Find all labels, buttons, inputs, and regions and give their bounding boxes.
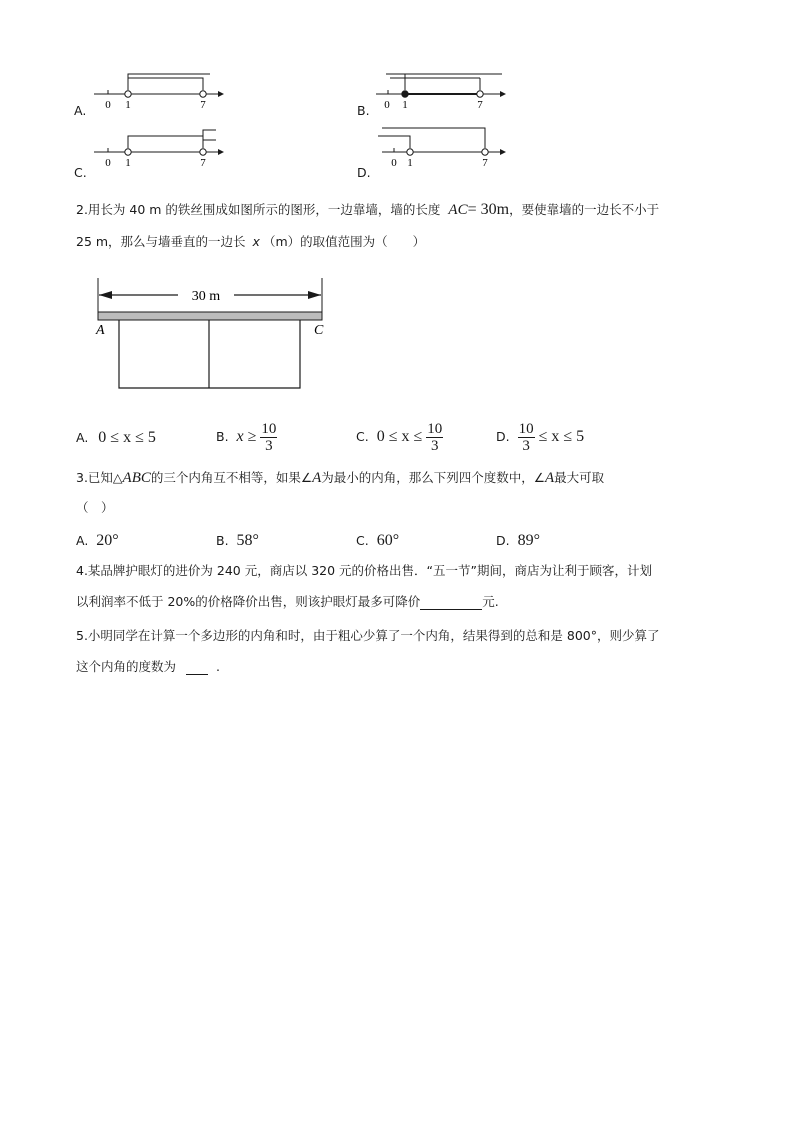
q1-d-tick-0: 0 — [391, 157, 397, 169]
q1-option-a-letter: A. — [74, 103, 87, 118]
q1-c-tick-1: 1 — [125, 157, 131, 169]
q2-option-b-letter: B. — [216, 429, 229, 444]
q3-text-4: 最大可取 — [554, 470, 605, 485]
q5-answer-blank[interactable] — [186, 661, 208, 675]
q3-angle-a-1: A — [312, 470, 322, 486]
q3-option-c-value: 60° — [376, 532, 400, 549]
q1-option-d-numberline — [372, 124, 512, 170]
q3-option-b-value: 58° — [236, 532, 259, 549]
q2-option-b-expr: x ≥ — [236, 428, 257, 445]
q3-option-b-letter: B. — [216, 533, 229, 548]
q3-option-c — [356, 533, 399, 549]
q2-text-2: ，要使靠墙的一边长不小于 — [509, 202, 660, 217]
q5-text-2: . — [215, 659, 220, 674]
q5-line-2 — [76, 659, 220, 675]
q1-option-b-numberline — [372, 70, 512, 114]
q1-c-tick-7: 7 — [200, 157, 206, 169]
q3-angle-a-2: A — [545, 470, 555, 486]
q2-option-b-num: 10 — [261, 421, 277, 437]
q3-option-d-value: 89° — [517, 532, 540, 549]
q1-option-c-letter: C. — [74, 165, 87, 180]
q2-figure-label-a: A — [96, 323, 105, 338]
q1-b-tick-0: 0 — [384, 99, 390, 111]
q2-math-eq: = 30m — [467, 201, 510, 218]
q2-line-1 — [76, 202, 659, 218]
q2-option-d-letter: D. — [496, 429, 510, 444]
q3-option-a-letter: A. — [76, 533, 89, 548]
q3-option-a — [76, 533, 119, 549]
q1-a-tick-1: 1 — [125, 99, 131, 111]
q3-option-d — [496, 533, 540, 549]
q2-fence-figure — [90, 278, 335, 393]
q2-text-1: 2.用长为 40 m 的铁丝围成如图所示的图形，一边靠墙，墙的长度 — [76, 202, 441, 217]
q3-line-1 — [76, 470, 604, 486]
q2-option-d-fraction — [518, 421, 535, 454]
q3-option-b — [216, 533, 259, 549]
q1-d-tick-7: 7 — [482, 157, 488, 169]
q2-text-3: 25 m，那么与墙垂直的一边长 — [76, 234, 246, 249]
q1-b-tick-7: 7 — [477, 99, 483, 111]
q1-options — [0, 0, 800, 190]
q2-option-b-den: 3 — [265, 438, 273, 454]
q2-option-c-expr: 0 ≤ x ≤ — [376, 428, 423, 445]
q1-b-tick-1: 1 — [402, 99, 408, 111]
q4-text-1: 以利润率不低于 20%的价格降价出售，则该护眼灯最多可降价 — [76, 594, 421, 609]
q4-answer-blank[interactable] — [420, 596, 482, 610]
q2-option-d-expr: ≤ x ≤ 5 — [538, 428, 585, 445]
q3-option-a-value: 20° — [96, 532, 119, 549]
q2-option-c-den: 3 — [430, 438, 439, 454]
q2-math-ac: AC — [448, 202, 468, 218]
q2-option-c-fraction — [426, 421, 443, 454]
q5-text-1: 这个内角的度数为 — [76, 659, 177, 674]
q1-option-a-numberline — [90, 70, 230, 114]
q5-line-1: 5.小明同学在计算一个多边形的内角和时，由于粗心少算了一个内角，结果得到的总和是 800°，则少算了 — [76, 628, 660, 643]
q3-option-d-letter: D. — [496, 533, 510, 548]
q2-option-b-fraction — [260, 421, 277, 454]
q2-text-4: （m）的取值范围为（ ） — [262, 234, 426, 249]
q3-triangle-name: ABC — [122, 470, 151, 486]
q3-text-3: 为最小的内角，那么下列四个度数中，∠ — [321, 470, 545, 485]
q3-option-c-letter: C. — [356, 533, 369, 548]
q2-option-d — [496, 420, 584, 454]
q2-option-c-letter: C. — [356, 429, 369, 444]
q1-c-tick-0: 0 — [105, 157, 111, 169]
q3-text-1: 3.已知△ — [76, 470, 123, 485]
q2-option-c-num: 10 — [427, 421, 443, 437]
q2-figure-length-label: 30 m — [191, 289, 221, 304]
q2-line-2 — [76, 234, 425, 250]
q3-line-2: （ ） — [76, 500, 114, 515]
q2-figure-label-c: C — [314, 323, 324, 338]
q3-text-2: 的三个内角互不相等，如果∠ — [150, 470, 313, 485]
q1-a-tick-0: 0 — [105, 99, 111, 111]
q1-option-d-letter: D. — [357, 165, 371, 180]
q1-a-tick-7: 7 — [200, 99, 206, 111]
q1-option-b-letter: B. — [357, 103, 370, 118]
q2-option-d-den: 3 — [522, 438, 530, 454]
q2-option-d-num: 10 — [518, 421, 534, 437]
q1-option-c-numberline — [90, 126, 230, 170]
q2-option-a-expr: 0 ≤ x ≤ 5 — [98, 429, 156, 446]
q2-option-a — [76, 430, 156, 446]
q4-line-1: 4.某品牌护眼灯的进价为 240 元，商店以 320 元的价格出售．“五一节”期间，商店为让利于顾客，计划 — [76, 563, 652, 578]
q2-option-c — [356, 420, 443, 454]
q1-d-tick-1: 1 — [407, 157, 413, 169]
q4-text-2: 元. — [482, 594, 499, 609]
q2-var-x: x — [252, 234, 260, 249]
q2-option-a-letter: A. — [76, 430, 89, 445]
q4-line-2 — [76, 594, 499, 610]
q2-option-b — [216, 420, 277, 454]
